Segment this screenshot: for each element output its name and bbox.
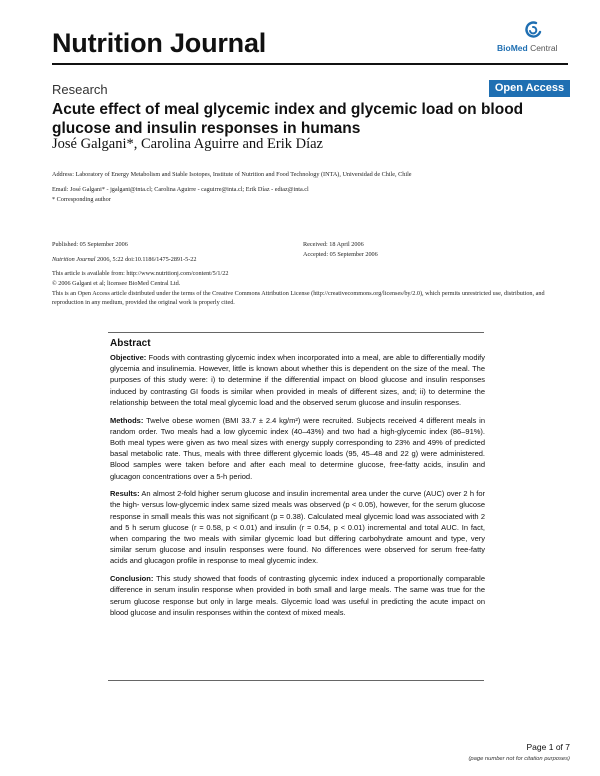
objective-text: Foods with contrasting glycemic index when incorporated into a meal, are able to differentially modify glycemia and insulinemia. However, little is known about whether this is dependent on the size of the meal. The purposes of this study were: i) to determine if the differential impact on blood glucose and insulin responses induced by contrasting GI foods is similar when provided in meals of different sizes, and; ii) to determine the relationship between the total meal glycemic load and the observed serum glucose and insulin responses. <box>110 353 485 407</box>
publisher-swirl-icon <box>523 20 543 40</box>
paper-title: Acute effect of meal glycemic index and glycemic load on blood glucose and insulin responses in humans <box>52 101 524 137</box>
publisher-name-bio: BioMed <box>497 43 528 53</box>
methods-text: Twelve obese women (BMI 33.7 ± 2.4 kg/m²) were recruited. Subjects received 4 different meals in random order. Two meals had a low glycemic index (40–43%) and two had a high-glycemic index (86–91%). Both meal types were given as two meal sizes with energy supply corresponding to 23% and 49% of predicted basal metabolic rate. Thus, meals with three different glycemic loads (95, 45–48 and 22 g) were administered. Blood samples were taken before and after each meal to determine glucose, free-fatty acids, insulin and glucagon concentrations over a 5-h period. <box>110 415 485 481</box>
abstract-heading: Abstract <box>110 338 151 349</box>
results-text: An almost 2-fold higher serum glucose and insulin incremental area under the curve (AUC) over 2 h for the high- versus low-glycemic index same sized meals was observed (p < 0.05), however, for the serum glucose response in small meals this was not significant (p = 0.38). Calculated meal glycemic load was associated with 2 and 5 h serum glucose (r = 0.58, p < 0.01) and insulin (r = 0.54, p < 0.01) incremental and total AUC. In fact, when comparing the two meals with similar glycemic load but differing carbohydrate amount and type, very similar serum glucose and insulin responses were found. No differences were observed for serum free-fatty acids and glucagon profile in response to meal glycemic index. <box>110 489 485 566</box>
corresponding-author-note: * Corresponding author <box>52 196 111 203</box>
citation-journal: Nutrition Journal <box>52 255 96 263</box>
methods-label: Methods: <box>110 415 144 425</box>
open-access-badge: Open Access <box>489 80 570 97</box>
page-number: Page 1 of 7 <box>526 742 570 752</box>
conclusion-text: This study showed that foods of contrasting glycemic index induced a proportionally comparable difference in serum insulin response when provided in both small and large meals. The same was true for the serum glucose response but only in large meals. Glycemic load was useful in predicting the acute impact on blood glucose and insulin responses within the context of mixed meals. <box>110 574 485 617</box>
publisher-name-central: Central <box>527 43 558 53</box>
objective-label: Objective: <box>110 353 147 362</box>
publisher-name <box>497 43 557 53</box>
results-label: Results: <box>110 489 140 499</box>
journal-title: Nutrition Journal <box>52 28 267 58</box>
author-emails: Email: José Galgani* - jgalgani@inta.cl; Carolina Aguirre - caguirre@inta.cl; Erik Díaz - ediaz@inta.cl <box>52 186 309 193</box>
citation-details: 2006, 5:22 doi:10.1186/1475-2891-5-22 <box>95 255 197 263</box>
received-date: Received: 18 April 2006 <box>303 241 364 248</box>
page-number-note: (page number not for citation purposes) <box>468 756 570 762</box>
copyright-line: © 2006 Galgani et al; licensee BioMed Central Ltd. <box>52 280 181 287</box>
conclusion-label: Conclusion: <box>110 574 154 584</box>
abstract-bottom-rule <box>108 680 484 681</box>
publication-info <box>52 240 292 279</box>
accepted-date: Accepted: 05 September 2006 <box>303 250 378 258</box>
article-section: Research <box>52 82 108 97</box>
abstract-top-rule <box>108 332 484 333</box>
author-address: Address: Laboratory of Energy Metabolism and Stable Isotopes, Institute of Nutrition and Food Technology (INTA), Universidad de Chile, Chile <box>52 171 412 178</box>
license-text: This is an Open Access article distributed under the terms of the Creative Commons Attribution License (http://creativecommons.org/licenses/by/2.0), which permits unrestricted use, distribution, and reproduction in any medium, provided the original work is properly cited. <box>52 289 545 306</box>
publisher-logo[interactable] <box>497 20 567 56</box>
abstract-objective <box>110 352 485 408</box>
abstract-conclusion <box>110 573 485 618</box>
license-block <box>52 279 572 308</box>
author-list: José Galgani*, Carolina Aguirre and Erik Díaz <box>52 136 323 152</box>
article-url[interactable]: This article is available from: http://www.nutritionj.com/content/5/1/22 <box>52 270 229 277</box>
abstract-methods <box>110 415 485 482</box>
citation <box>52 255 292 265</box>
header-rule <box>52 63 568 65</box>
abstract-results <box>110 488 485 566</box>
published-date: Published: 05 September 2006 <box>52 241 128 248</box>
received-info <box>303 240 503 259</box>
abstract-body <box>110 352 485 624</box>
